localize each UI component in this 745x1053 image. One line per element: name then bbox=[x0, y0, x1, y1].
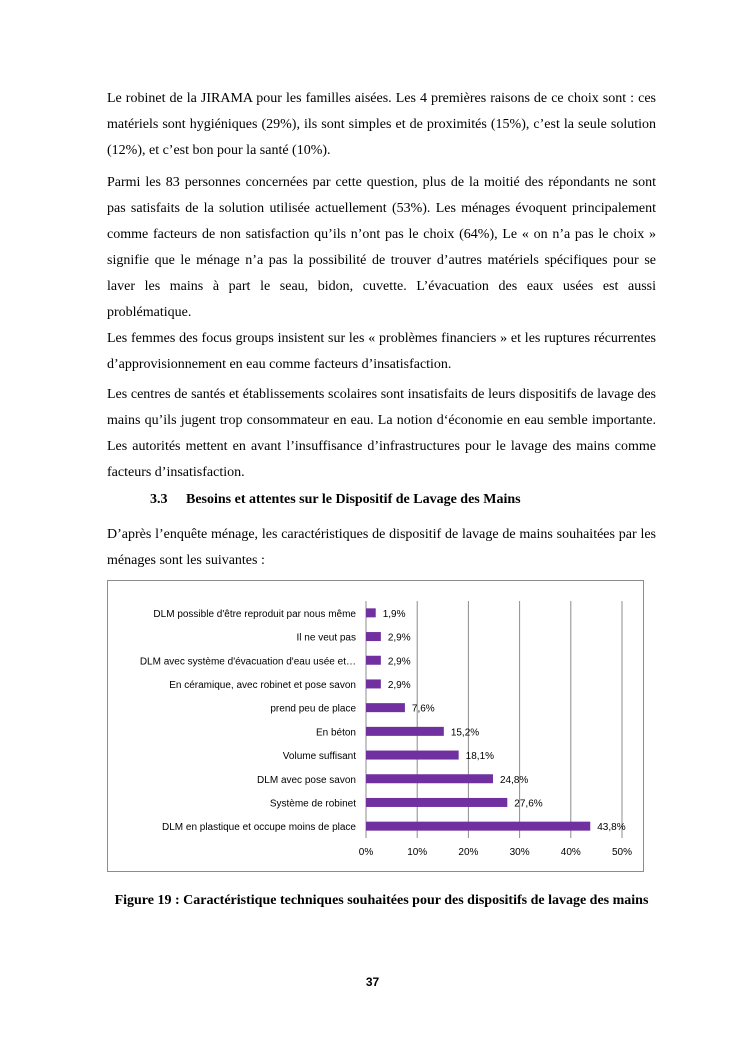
section-heading bbox=[150, 492, 521, 508]
bar-chart bbox=[108, 581, 645, 873]
x-tick-label: 20% bbox=[458, 847, 479, 858]
chart-container bbox=[107, 580, 644, 872]
data-label: 2,9% bbox=[387, 656, 411, 668]
data-label: 24,8% bbox=[499, 774, 529, 786]
bar bbox=[366, 751, 459, 760]
data-label: 43,8% bbox=[597, 822, 626, 834]
bar bbox=[366, 703, 405, 712]
bar bbox=[366, 798, 507, 807]
paragraph-2: Parmi les 83 personnes concernées par cette question, plus de la moitié des répondants ne sont pas satisfaits de la solution utilisée actuellement (53%). Les ménages évoquent principalement comme facteurs de non satisfaction qu’ils n’ont pas le choix (64%), Le « on n’a pas le choix » signifie que le ménage n’a pas la possibilité de trouver d’autres matériels spécifiques pour se laver les mains à part le seau, bidon, cuvette. L’évacuation des eaux usées est aussi problématique. bbox=[107, 175, 656, 320]
x-tick-label: 30% bbox=[509, 847, 530, 858]
bar bbox=[366, 608, 376, 617]
section-number: 3.3 bbox=[150, 492, 168, 507]
page-number: 37 bbox=[365, 975, 380, 989]
data-label: 27,6% bbox=[514, 798, 543, 810]
x-tick-label: 10% bbox=[407, 847, 428, 858]
figure-caption: Figure 19 : Caractéristique techniques souhaitées pour des dispositifs de lavage des mains bbox=[114, 893, 649, 908]
paragraph-5: D’après l’enquête ménage, les caractéristiques de dispositif de lavage de mains souhaitées par les ménages sont les suivantes : bbox=[107, 527, 656, 568]
section-title: Besoins et attentes sur le Dispositif de Lavage des Mains bbox=[186, 492, 521, 507]
category-label: En céramique, avec robinet et pose savon bbox=[169, 679, 356, 691]
x-tick-label: 50% bbox=[611, 847, 633, 858]
bar bbox=[366, 727, 444, 736]
x-tick-label: 0% bbox=[358, 847, 374, 858]
data-label: 7,6% bbox=[411, 703, 435, 715]
paragraph-3: Les femmes des focus groups insistent sur les « problèmes financiers » et les ruptures récurrentes d’approvisionnement en eau comme facteurs d’insatisfaction. bbox=[107, 331, 656, 372]
category-label: prend peu de place bbox=[270, 703, 356, 715]
bar bbox=[366, 679, 381, 688]
paragraph-1: Le robinet de la JIRAMA pour les familles aisées. Les 4 premières raisons de ce choix sont : ces matériels sont hygiéniques (29%), ils sont simples et de proximités (15%), c’est la seule solution (12%), et c’est bon pour la santé (10%). bbox=[107, 91, 656, 158]
bar bbox=[366, 822, 590, 831]
category-label: Volume suffisant bbox=[282, 751, 356, 763]
category-label: DLM en plastique et occupe moins de place bbox=[161, 822, 356, 834]
data-label: 1,9% bbox=[382, 608, 406, 620]
data-label: 2,9% bbox=[387, 632, 411, 644]
x-tick-label: 40% bbox=[560, 847, 581, 858]
category-label: Système de robinet bbox=[269, 798, 356, 810]
data-label: 15,2% bbox=[450, 727, 480, 739]
bar bbox=[366, 632, 381, 641]
data-label: 18,1% bbox=[465, 751, 495, 763]
bar bbox=[366, 656, 381, 665]
bar bbox=[366, 774, 493, 783]
paragraph-4: Les centres de santés et établissements scolaires sont insatisfaits de leurs dispositifs de lavage des mains qu’ils jugent trop consommateur en eau. La notion d‘économie en eau semble importante. Les autorités mettent en avant l’insuffisance d’infrastructures pour le lavage des mains comme facteurs d’insatisfaction. bbox=[107, 387, 656, 480]
category-label: DLM avec pose savon bbox=[257, 774, 356, 786]
category-label: Il ne veut pas bbox=[296, 632, 356, 644]
category-label: DLM avec système d'évacuation d'eau usée et… bbox=[139, 656, 356, 668]
category-label: En béton bbox=[315, 727, 356, 739]
data-label: 2,9% bbox=[387, 679, 411, 691]
category-label: DLM possible d'être reproduit par nous même bbox=[153, 608, 356, 620]
